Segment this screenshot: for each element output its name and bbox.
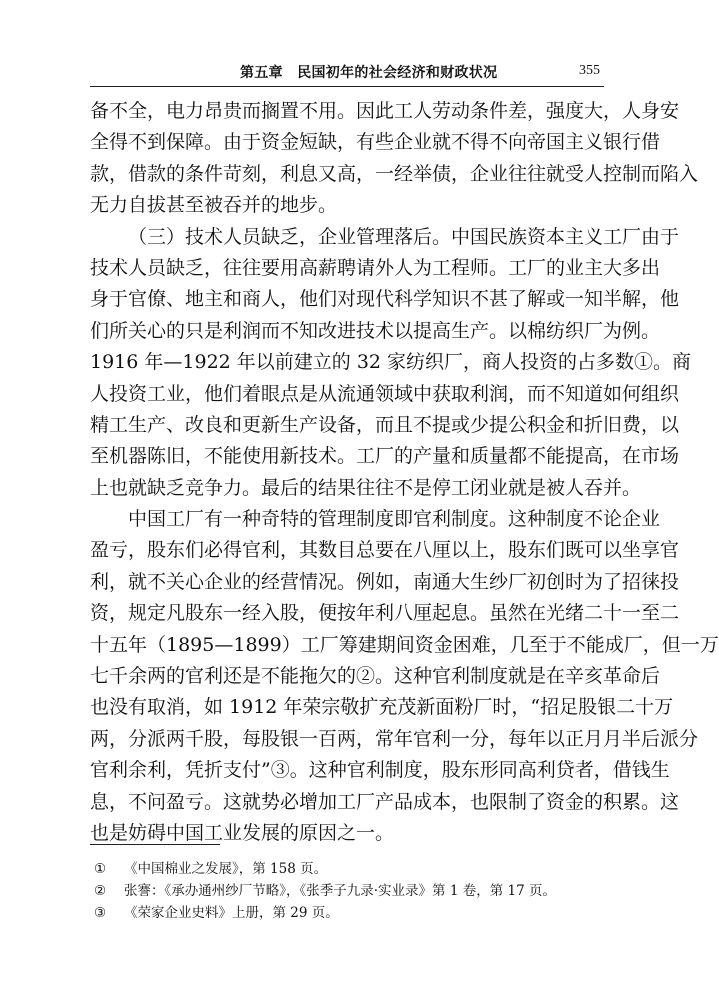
footnote [90, 902, 604, 924]
footnotes [90, 858, 604, 924]
footnote [90, 880, 604, 902]
paragraph-start-line: 中国工厂有一种奇特的管理制度即官利制度。这种制度不论企业 [128, 508, 661, 531]
text-line: 十五年（1895—1899）工厂筹建期间资金困难，几至于不能成厂，但一万 [90, 633, 719, 656]
footnote-marker: ② [94, 883, 107, 899]
text-line: 息，不问盈亏。这就势必增加工厂产品成本，也限制了资金的积累。这 [90, 790, 680, 813]
footnote-divider [90, 844, 220, 845]
text-line: 人投资工业，他们着眼点是从流通领域中获取利润，而不知道如何组织 [90, 382, 680, 405]
footnote-text: 张謇：《承办通州纱厂节略》，《张季子九录·实业录》第 1 卷，第 17 页。 [124, 883, 556, 899]
paragraph-start-line: （三）技术人员缺乏，企业管理落后。中国民族资本主义工厂由于 [128, 225, 680, 248]
text-line: 技术人员缺乏，往往要用高薪聘请外人为工程师。工厂的业主大多出 [90, 256, 661, 279]
footnote-text: 《荣家企业史料》上册，第 29 页。 [124, 905, 339, 921]
text-line: 身于官僚、地主和商人，他们对现代科学知识不甚了解或一知半解，他 [90, 288, 680, 311]
text-line: 无力自拔甚至被吞并的地步。 [90, 194, 338, 217]
text-line: 1916 年—1922 年以前建立的 32 家纺织厂，商人投资的占多数①。商 [90, 351, 692, 374]
footnote-marker: ③ [94, 905, 107, 921]
text-line: 至机器陈旧，不能使用新技术。工厂的产量和质量都不能提高，在市场 [90, 445, 680, 468]
text-line: 资，规定凡股东一经入股，便按年利八厘起息。虽然在光绪二十一至二 [90, 602, 680, 625]
footnote-marker: ① [94, 861, 107, 877]
footnote-text: 《中国棉业之发展》，第 158 页。 [124, 861, 328, 877]
text-line: 利，就不关心企业的经营情况。例如，南通大生纱厂初创时为了招徕投 [90, 570, 680, 593]
body-text [90, 96, 719, 849]
text-line: 盈亏，股东们必得官利，其数目总要在八厘以上，股东们既可以坐享官 [90, 539, 680, 562]
text-line: 款，借款的条件苛刻，利息又高，一经举债，企业往往就受人控制而陷入 [90, 162, 699, 185]
text-line: 两，分派两千股，每股银一百两，常年官利一分，每年以正月月半后派分 [90, 727, 699, 750]
text-line: 精工生产、改良和更新生产设备，而且不提或少提公积金和折旧费，以 [90, 413, 680, 436]
text-line: 备不全，电力昂贵而搁置不用。因此工人劳动条件差，强度大，人身安 [90, 100, 680, 122]
text-line: 上也就缺乏竞争力。最后的结果往往不是停工闭业就是被人吞并。 [90, 476, 642, 499]
page-number: 355 [579, 63, 600, 78]
footnote [90, 858, 604, 880]
chapter-title: 第五章 民国初年的社会经济和财政状况 [240, 65, 498, 81]
text-line: 七千余两的官利还是不能拖欠的②。这种官利制度就是在辛亥革命后 [90, 665, 661, 688]
text-line: 全得不到保障。由于资金短缺，有些企业就不得不向帝国主义银行借 [90, 131, 661, 154]
text-line: 也没有取消，如 1912 年荣宗敬扩充茂新面粉厂时，“招足股银二十万 [90, 696, 674, 719]
text-line: 官利余利，凭折支付”③。这种官利制度，股东形同高利贷者，借钱生 [90, 759, 670, 782]
running-header [90, 56, 604, 87]
text-line: 也是妨碍中国工业发展的原因之一。 [90, 821, 395, 844]
text-line: 们所关心的只是利润而不知改进技术以提高生产。以棉纺织厂为例。 [90, 319, 661, 342]
